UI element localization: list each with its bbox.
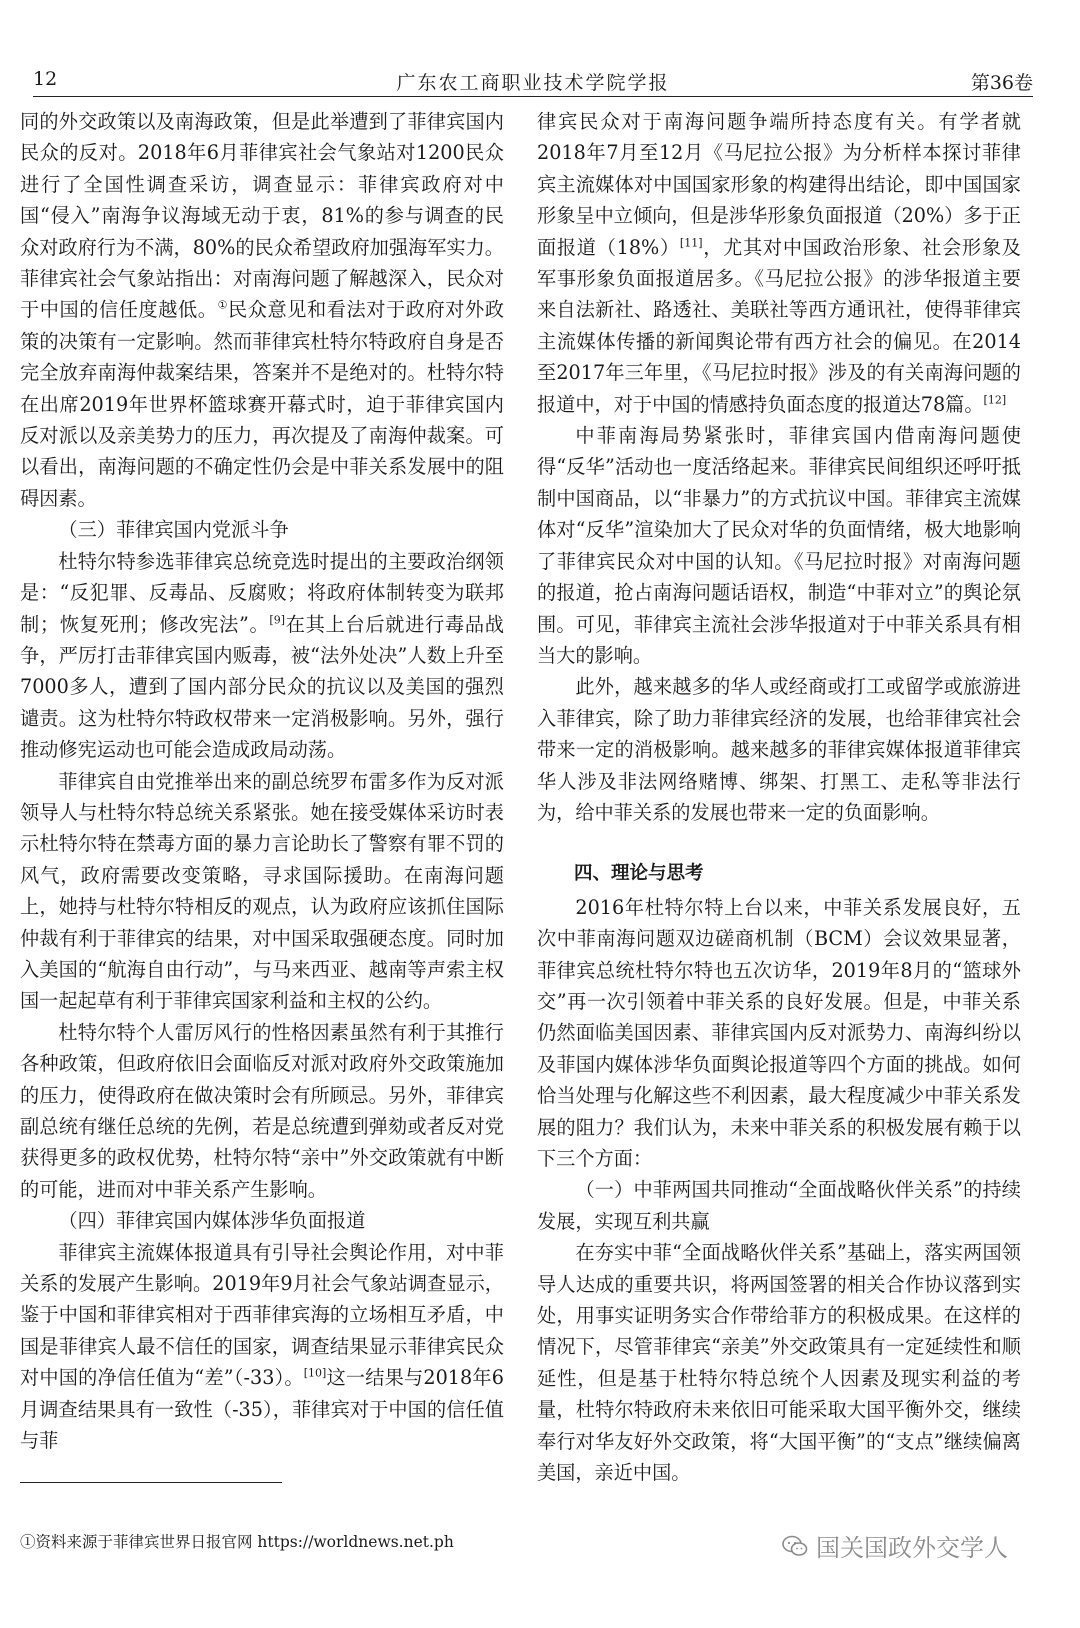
citation-ref[interactable]: [10] [303, 1366, 327, 1380]
wechat-icon [782, 1535, 808, 1557]
citation-ref[interactable]: [12] [983, 393, 1007, 407]
paragraph: 在夯实中菲“全面战略伙伴关系”基础上，落实两国领导人达成的重要共识，将两国签署的相关合作协议落到实处，用事实证明务实合作带给菲方的积极成果。在这样的情况下，尽管菲律宾“亲美”外交政策具有一定延续性和顺延性，但是基于杜特尔特总统个人因素及现实利益的考量，杜特尔特政府未来依旧可能采取大国平衡外交，继续奉行对华友好外交政策，将“大国平衡”的“支点”继续偏离美国，亲近中国。 [537, 1241, 1021, 1485]
footnote: ①资料来源于菲律宾世界日报官网 https://worldnews.net.ph [20, 1533, 454, 1551]
section-heading: 四、理论与思考 [574, 863, 704, 885]
subsection-heading: （一）中菲两国共同推动“全面战略伙伴关系”的持续发展，实现互利共赢 [537, 1178, 1021, 1233]
citation-ref[interactable]: [11] [679, 236, 703, 250]
right-column [537, 106, 1021, 1488]
paragraph: 杜特尔特个人雷厉风行的性格因素虽然有利于其推行各种政策，但政府依旧会面临反对派对政府外交政策施加的压力，使得政府在做决策时会有所顾忌。另外，菲律宾副总统有继任总统的先例，若是总统遭到弹劾或者反对党获得更多的政权优势，杜特尔特“亲中”外交政策就有中断的可能，进而对中菲关系产生影响。 [20, 1020, 504, 1201]
footnote-divider [20, 1482, 282, 1483]
footnote-marker[interactable]: ① [217, 299, 228, 313]
volume-label: 第36卷 [970, 72, 1033, 94]
page-number: 12 [33, 68, 58, 90]
paragraph: 此外，越来越多的华人或经商或打工或留学或旅游进入菲律宾，除了助力菲律宾经济的发展，也给菲律宾社会带来一定的消极影响。越来越多的菲律宾媒体报道菲律宾华人涉及非法网络赌博、绑架、打黑工、走私等非法行为，给中菲关系的发展也带来一定的负面影响。 [537, 675, 1021, 824]
paragraph: 菲律宾自由党推举出来的副总统罗布雷多作为反对派领导人与杜特尔特总统关系紧张。她在接受媒体采访时表示杜特尔特在禁毒方面的暴力言论助长了警察有罪不罚的风气，政府需要改变策略，寻求国际援助。在南海问题上，她持与杜特尔特相反的观点，认为政府应该抓住国际仲裁有利于菲律宾的结果，对中国采取强硬态度。同时加入美国的“航海自由行动”，与马来西亚、越南等声索主权国一起起草有利于菲律宾国家利益和主权的公约。 [20, 769, 504, 1013]
citation-ref[interactable]: [9] [269, 613, 286, 627]
watermark-text: 国关国政外交学人 [816, 1534, 1008, 1562]
paragraph: 2016年杜特尔特上台以来，中菲关系发展良好，五次中菲南海问题双边磋商机制（BCM）会议效果显著，菲律宾总统杜特尔特也五次访华，2019年8月的“篮球外交”再一次引领着中菲关系的良好发展。但是，中菲关系仍然面临美国因素、菲律宾国内反对派势力、南海纠纷以及菲国内媒体涉华负面舆论报道等四个方面的挑战。如何恰当处理与化解这些不利因素，最大程度减少中菲关系发展的阻力？我们认为，未来中菲关系的积极发展有赖于以下三个方面： [537, 895, 1021, 1170]
subsection-heading: （三）菲律宾国内党派斗争 [58, 518, 289, 542]
page-header [33, 62, 1033, 97]
paragraph: 律宾民众对于南海问题争端所持态度有关。有学者就2018年7月至12月《马尼拉公报》为分析样本探讨菲律宾主流媒体对中国国家形象的构建得出结论，即中国国家形象呈中立倾向，但是涉华形象负面报道（20%）多于正面报道（18%）[11]，尤其对中国政治形象、社会形象及军事形象负面报道居多。《马尼拉公报》的涉华报道主要来自法新社、路透社、美联社等西方通讯社，使得菲律宾主流媒体传播的新闻舆论带有西方社会的偏见。在2014至2017年三年里，《马尼拉时报》涉及的有关南海问题的报道中，对于中国的情感持负面态度的报道达78篇。[12] [537, 110, 1021, 416]
paragraph: 菲律宾主流媒体报道具有引导社会舆论作用，对中菲关系的发展产生影响。2019年9月社会气象站调查显示，鉴于中国和菲律宾相对于西菲律宾海的立场相互矛盾，中国是菲律宾人最不信任的国家，调查结果显示菲律宾民众对中国的净信任值为“差”（-33）。[10]这一结果与2018年6月调查结果具有一致性（-35），菲律宾对于中国的信任值与菲 [20, 1240, 504, 1453]
paragraph: 中菲南海局势紧张时，菲律宾国内借南海问题使得“反华”活动也一度活络起来。菲律宾民间组织还呼吁抵制中国商品，以“非暴力”的方式抗议中国。菲律宾主流媒体对“反华”渲染加大了民众对华的负面情绪，极大地影响了菲律宾民众对中国的认知。《马尼拉时报》对南海问题的报道，抢占南海问题话语权，制造“中菲对立”的舆论氛围。可见，菲律宾主流社会涉华报道对于中菲关系具有相当大的影响。 [537, 424, 1021, 667]
subsection-heading: （四）菲律宾国内媒体涉华负面报道 [58, 1209, 366, 1233]
left-column [20, 106, 504, 1456]
paragraph: 杜特尔特参选菲律宾总统竞选时提出的主要政治纲领是：“反犯罪、反毒品、反腐败；将政府体制转变为联邦制；恢复死刑；修改宪法”。[9]在其上台后就进行毒品战争，严厉打击菲律宾国内贩毒，被“法外处决”人数上升至7000多人，遭到了国内部分民众的抗议以及美国的强烈谴责。这为杜特尔特政权带来一定消极影响。另外，强行推动修宪运动也可能会造成政局动荡。 [20, 549, 504, 762]
watermark [782, 1528, 1008, 1563]
journal-title: 广东农工商职业技术学院学报 [396, 72, 670, 94]
paragraph: 同的外交政策以及南海政策，但是此举遭到了菲律宾国内民众的反对。2018年6月菲律宾社会气象站对1200民众进行了全国性调查采访，调查显示：菲律宾政府对中国“侵入”南海争议海域无动于衷，81%的参与调查的民众对政府行为不满，80%的民众希望政府加强海军实力。菲律宾社会气象站指出：对南海问题了解越深入，民众对于中国的信任度越低。①民众意见和看法对于政府对外政策的决策有一定影响。然而菲律宾杜特尔特政府自身是否完全放弃南海仲裁案结果，答案并不是绝对的。杜特尔特在出席2019年世界杯篮球赛开幕式时，迫于菲律宾国内反对派以及亲美势力的压力，再次提及了南海仲裁案。可以看出，南海问题的不确定性仍会是中菲关系发展中的阻碍因素。 [20, 110, 505, 510]
